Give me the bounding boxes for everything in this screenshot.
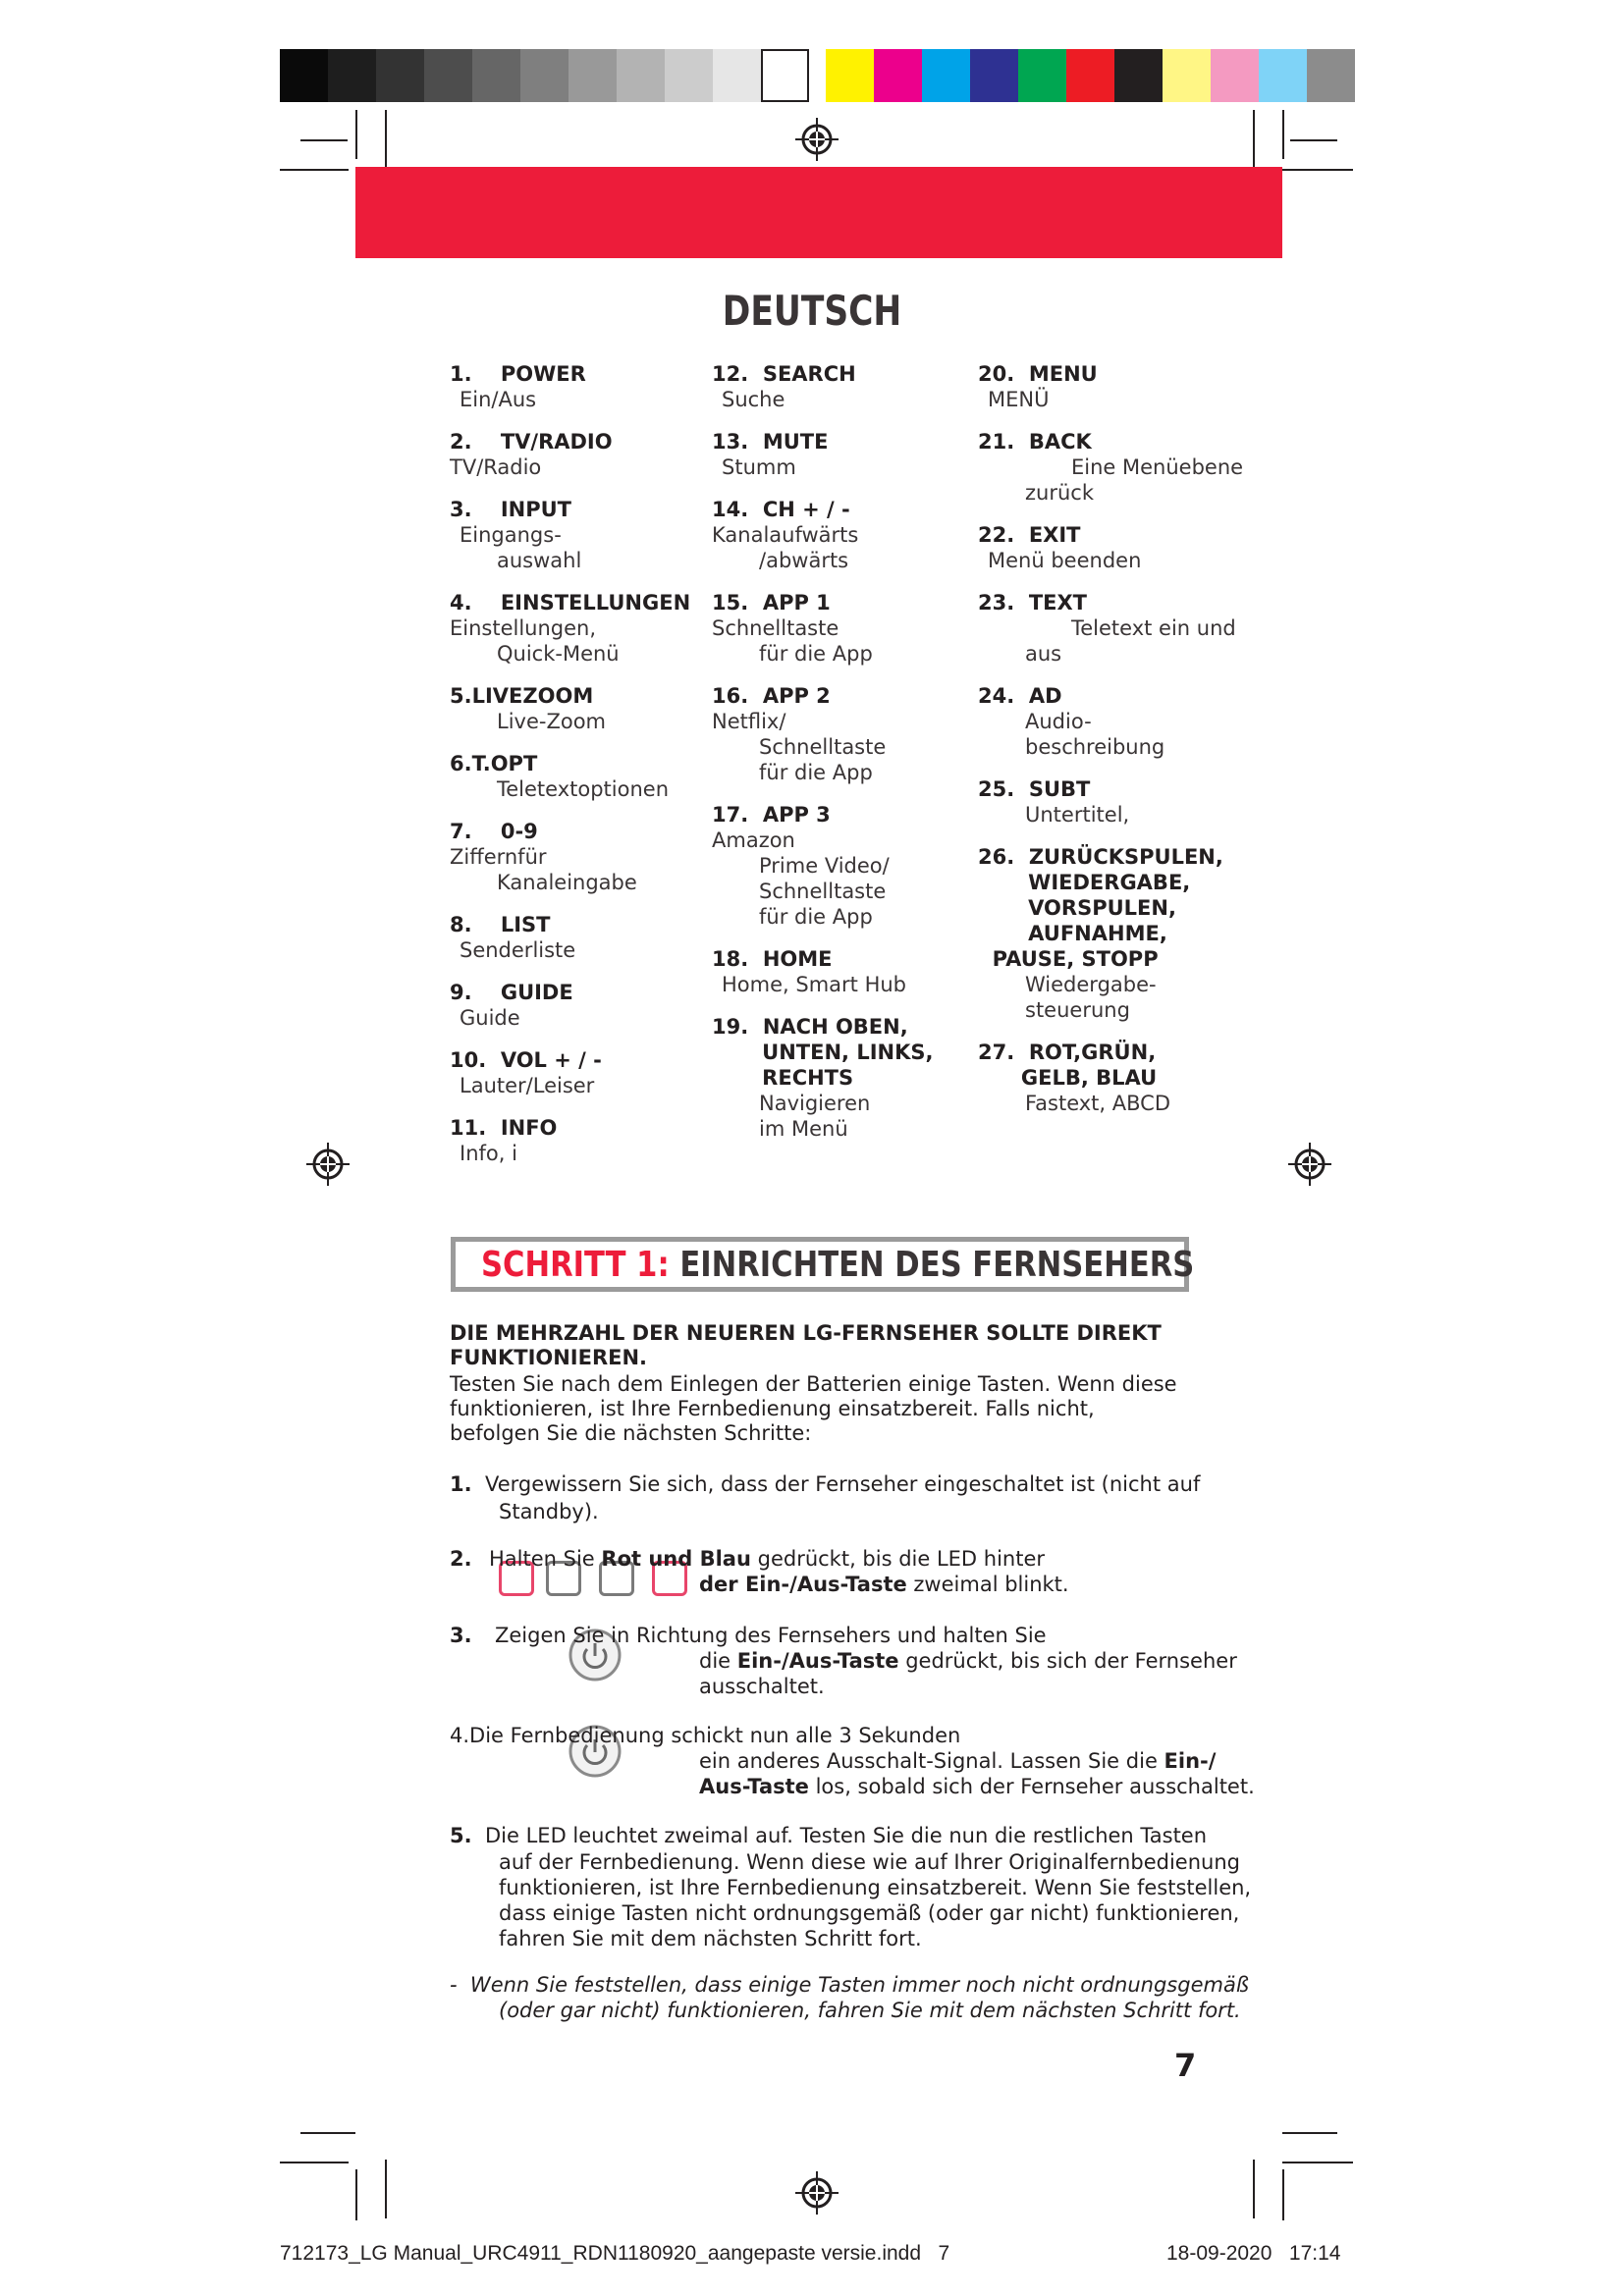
note-text-cont: (oder gar nicht) funktionieren, fahren Sie mit dem nächsten Schritt fort. [499, 1999, 1241, 2022]
button-name: 21. BACK [978, 430, 1092, 454]
page-title: DEUTSCH [722, 287, 902, 335]
button-description: für die App [759, 761, 873, 784]
button-description: Amazon [712, 828, 795, 852]
registration-mark-icon [795, 118, 839, 161]
button-legend-item [978, 429, 1272, 506]
button-description: Info, i [460, 1142, 517, 1165]
button-description: Eingangs- [460, 523, 562, 547]
step-1-text-cont: Standby). [499, 1500, 599, 1523]
button-description: MENÜ [988, 388, 1050, 411]
button-description: Schnelltaste [712, 616, 839, 640]
step-3-text-part: gedrückt, bis sich der Fernseher [898, 1649, 1237, 1673]
color-swatch [328, 49, 376, 102]
button-description: Stumm [722, 455, 796, 479]
color-swatch [520, 49, 568, 102]
button-legend-item [450, 751, 695, 802]
button-legend-item [450, 819, 695, 895]
step-2-text-part: zweimal blinkt. [906, 1573, 1069, 1596]
step-3-text-end: ausschaltet. [699, 1675, 825, 1698]
step-3-text-cont [699, 1649, 1237, 1674]
button-description: Untertitel, [1025, 803, 1130, 827]
button-name: 9. GUIDE [450, 981, 573, 1004]
button-legend-item [712, 497, 947, 573]
step-5-text-cont: auf der Fernbedienung. Wenn diese wie auf Ihrer Originalfernbedienung funktionieren, ist Ihre Fernbedienung einsatzbereit. Wenn Sie feststellen, dass einige Tasten nicht ordnungsgemäß (oder gar nicht) funktionieren, fahren Sie mit dem nächsten Schritt fort. [499, 1850, 1252, 1950]
button-name: 12. SEARCH [712, 362, 856, 386]
crop-mark [1282, 2132, 1337, 2134]
button-description: Eine Menüebene [1071, 455, 1244, 479]
step-2-text [489, 1547, 1045, 1572]
button-description: Live-Zoom [497, 710, 606, 733]
button-legend-item [712, 683, 947, 785]
button-legend-item [450, 497, 695, 573]
button-description: Fastext, ABCD [1025, 1092, 1170, 1115]
step-4-text-bold: Ein-/ [1164, 1749, 1217, 1773]
button-description: Kanaleingabe [497, 871, 637, 894]
crop-mark [1253, 2160, 1255, 2218]
button-name: 18. HOME [712, 947, 833, 971]
button-name: 7. 0-9 [450, 820, 538, 843]
step-2-text-part: Halten Sie [489, 1547, 602, 1571]
note-text: - Wenn Sie feststellen, dass einige Tasten immer noch nicht ordnungsgemäß [450, 1973, 1250, 1997]
registration-mark-icon [306, 1143, 350, 1186]
button-legend-item [450, 912, 695, 963]
button-name: 20. MENU [978, 362, 1098, 386]
button-name: 17. APP 3 [712, 803, 831, 827]
button-name: 6.T.OPT [450, 752, 538, 775]
button-description: Suche [722, 388, 785, 411]
button-list-column-1 [450, 361, 695, 1183]
button-description: Kanalaufwärts [712, 523, 859, 547]
color-swatch [761, 49, 809, 102]
crop-mark [355, 2169, 357, 2220]
button-name: 5.LIVEZOOM [450, 684, 594, 708]
button-name: 19. NACH OBEN, UNTEN, LINKS, RECHTS [712, 1015, 934, 1090]
button-description: TV/Radio [450, 455, 542, 479]
step-4-text [450, 1724, 960, 1748]
button-name: 27. ROT,GRÜN, GELB, BLAU [978, 1041, 1158, 1090]
color-swatch [1018, 49, 1066, 102]
step-3-text: Zeigen Sie in Richtung des Fernsehers und halten Sie [495, 1624, 1047, 1647]
button-description: Teletextoptionen [497, 777, 670, 801]
step-2-number: 2. [450, 1547, 472, 1571]
color-swatch [424, 49, 472, 102]
header-band [355, 167, 1282, 258]
button-legend-item [978, 590, 1272, 667]
crop-mark [280, 169, 349, 171]
step-2-text-cont [699, 1573, 1069, 1597]
button-description: aus [1025, 642, 1062, 666]
color-swatch [970, 49, 1018, 102]
color-swatch [922, 49, 970, 102]
crop-mark [300, 139, 348, 141]
page-number: 7 [1174, 2047, 1197, 2084]
color-swatch [1211, 49, 1259, 102]
button-name: 23. TEXT [978, 591, 1088, 614]
button-legend-item [712, 946, 947, 997]
step-4-text-part: los, sobald sich der Fernseher ausschaltet. [808, 1775, 1255, 1798]
color-swatch [376, 49, 424, 102]
button-name: 3. INPUT [450, 498, 571, 521]
button-legend-item [978, 683, 1272, 760]
button-legend-item [450, 683, 695, 734]
color-swatch [1259, 49, 1307, 102]
button-description: Home, Smart Hub [722, 973, 906, 996]
button-legend-item [978, 844, 1272, 1023]
step-3-text-bold: Ein-/Aus-Taste [736, 1649, 899, 1673]
button-description: Guide [460, 1006, 520, 1030]
step-heading-prefix: SCHRITT 1: [481, 1245, 670, 1285]
button-legend-item [712, 1014, 947, 1142]
button-legend-item [978, 522, 1272, 573]
color-swatch [826, 49, 874, 102]
button-name: 25. SUBT [978, 777, 1091, 801]
button-name: 26. ZURÜCKSPULEN, WIEDERGABE, VORSPULEN, AUFNAHME, PAUSE, STOPP [978, 845, 1223, 971]
button-legend-item [712, 590, 947, 667]
button-legend-item [450, 1047, 695, 1098]
button-legend-item [450, 361, 695, 412]
crop-mark [1282, 2169, 1284, 2220]
button-description: Navigieren [759, 1092, 871, 1115]
crop-mark [355, 110, 357, 159]
button-name: 10. VOL + / - [450, 1048, 602, 1072]
button-description: Prime Video/ [759, 854, 890, 878]
footer-date-time: 18-09-2020 17:14 [1166, 2242, 1341, 2265]
step-1-number: 1. [450, 1472, 472, 1496]
button-description: im Menü [759, 1117, 848, 1141]
color-swatch [1163, 49, 1211, 102]
button-name: 24. AD [978, 684, 1062, 708]
color-calibration-bar [280, 49, 1355, 102]
button-description: Wiedergabe- [1025, 973, 1157, 996]
crop-mark [1282, 110, 1284, 159]
button-legend-item [978, 1040, 1272, 1116]
button-description: zurück [1025, 481, 1094, 505]
button-description: steuerung [1025, 998, 1130, 1022]
button-legend-item [450, 980, 695, 1031]
button-description: Einstellungen, [450, 616, 597, 640]
button-description: für die App [759, 905, 873, 929]
button-legend-item [978, 361, 1272, 412]
color-swatch [874, 49, 922, 102]
color-swatch [1066, 49, 1114, 102]
color-swatch [472, 49, 520, 102]
button-list-column-2 [712, 361, 947, 1158]
button-legend-item [450, 429, 695, 480]
color-swatch [713, 49, 761, 102]
step-4-text-bold: Aus-Taste [699, 1775, 809, 1798]
button-description: beschreibung [1025, 735, 1165, 759]
button-legend-item [450, 590, 695, 667]
button-description: auswahl [497, 549, 582, 572]
crop-mark [385, 2160, 387, 2218]
button-legend-item [450, 1115, 695, 1166]
crop-mark [280, 2162, 349, 2163]
button-name: 2. TV/RADIO [450, 430, 613, 454]
step-4-text-part: ein anderes Ausschalt-Signal. Lassen Sie die [699, 1749, 1164, 1773]
crop-mark [385, 110, 387, 169]
button-name: 22. EXIT [978, 523, 1081, 547]
step-4-text-part: 4.Die Fernbedienung schickt nun alle 3 Sekunden [450, 1724, 961, 1747]
step-3-number: 3. [450, 1624, 472, 1647]
step-2-text-bold: der Ein-/Aus-Taste [699, 1573, 907, 1596]
button-name: 13. MUTE [712, 430, 829, 454]
step-heading-text: EINRICHTEN DES FERNSEHERS [669, 1245, 1195, 1285]
button-description: Ziffernfür [450, 845, 547, 869]
color-swatch [1307, 49, 1355, 102]
intro-text: Testen Sie nach dem Einlegen der Batterien einige Tasten. Wenn diese funktionieren, ist Ihre Fernbedienung einsatzbereit. Falls nicht, befolgen Sie die nächsten Schritte: [450, 1372, 1177, 1445]
color-swatch [1114, 49, 1163, 102]
step-5-text: Die LED leuchtet zweimal auf. Testen Sie die nun die restlichen Tasten [485, 1824, 1208, 1847]
button-name: 1. POWER [450, 362, 586, 386]
button-legend-item [712, 802, 947, 930]
button-description: Quick-Menü [497, 642, 620, 666]
color-swatch [568, 49, 617, 102]
button-name: 15. APP 1 [712, 591, 831, 614]
step-1-text: Vergewissern Sie sich, dass der Fernseher eingeschaltet ist (nicht auf [485, 1472, 1201, 1496]
button-description: Menü beenden [988, 549, 1142, 572]
button-description: Schnelltaste [759, 735, 887, 759]
crop-mark [1282, 169, 1353, 171]
color-swatch [665, 49, 713, 102]
button-description: Audio- [1025, 710, 1092, 733]
color-swatch [617, 49, 665, 102]
button-name: 11. INFO [450, 1116, 558, 1140]
button-description: Schnelltaste [759, 880, 887, 903]
step-5-number: 5. [450, 1824, 472, 1847]
button-description: für die App [759, 642, 873, 666]
color-swatch [280, 49, 328, 102]
button-description: /abwärts [759, 549, 849, 572]
button-description: Senderliste [460, 938, 576, 962]
color-bar-gap [809, 49, 826, 102]
button-legend-item [712, 361, 947, 412]
intro-heading: DIE MEHRZAHL DER NEUEREN LG-FERNSEHER SOLLTE DIREKT FUNKTIONIEREN. [450, 1321, 1162, 1369]
step-4-text-cont [699, 1749, 1216, 1774]
button-description: Lauter/Leiser [460, 1074, 595, 1097]
button-description: Ein/Aus [460, 388, 537, 411]
registration-mark-icon [795, 2171, 839, 2215]
step-heading [481, 1245, 1194, 1285]
button-name: 4. EINSTELLUNGEN [450, 591, 691, 614]
crop-mark [1290, 139, 1337, 141]
step-3-text-part: die [699, 1649, 737, 1673]
registration-mark-icon [1288, 1143, 1331, 1186]
button-list-column-3 [978, 361, 1272, 1133]
step-2-text-bold: Rot und Blau [601, 1547, 751, 1571]
crop-mark [1282, 2162, 1353, 2163]
crop-mark [300, 2132, 355, 2134]
button-description: Netflix/ [712, 710, 786, 733]
footer-file-name: 712173_LG Manual_URC4911_RDN1180920_aangepaste versie.indd 7 [280, 2242, 950, 2265]
step-2-text-part: gedrückt, bis die LED hinter [750, 1547, 1046, 1571]
button-name: 16. APP 2 [712, 684, 831, 708]
crop-mark [1253, 110, 1255, 169]
button-description: Teletext ein und [1071, 616, 1236, 640]
button-name: 14. CH + / - [712, 498, 850, 521]
button-name: 8. LIST [450, 913, 551, 936]
button-legend-item [712, 429, 947, 480]
button-legend-item [978, 776, 1272, 828]
step-4-text-end [699, 1775, 1255, 1799]
